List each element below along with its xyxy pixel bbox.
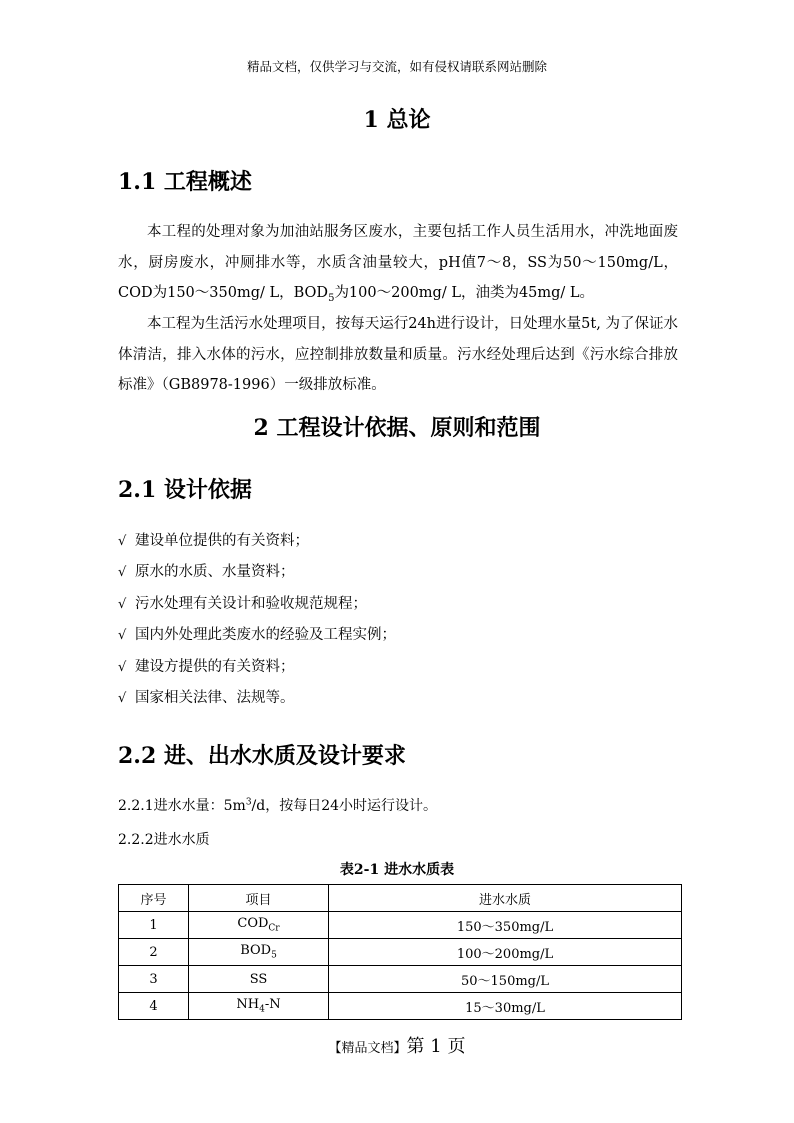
- cubic-superscript: 3: [245, 797, 252, 808]
- list-item: [118, 683, 396, 714]
- table-row: [119, 966, 682, 993]
- list-item: [118, 526, 396, 557]
- header-cell-quality: 进水水质: [329, 885, 682, 912]
- chapter-2-title: 2 工程设计依据、原则和范围: [253, 415, 541, 441]
- bod-subscript: 5: [328, 292, 335, 304]
- cell-item-subscript: Cr: [268, 923, 280, 934]
- inflow-volume-line: [118, 795, 437, 815]
- cell-item: [189, 912, 329, 939]
- cell-item-tail: -N: [264, 997, 281, 1013]
- inflow-volume-tail: /d，按每日24小时运行设计。: [251, 798, 438, 814]
- section-2-2-title: 2.2 进、出水水质及设计要求: [118, 743, 406, 769]
- inflow-volume-text: 2.2.1进水水量：5m: [118, 798, 246, 814]
- list-item-text: 国内外处理此类废水的经验及工程实例；: [135, 627, 396, 644]
- cell-item: [189, 966, 329, 993]
- page-number: 第 1 页: [406, 1036, 466, 1057]
- list-item-text: 原水的水质、水量资料；: [135, 564, 295, 581]
- list-item: [118, 557, 396, 588]
- cell-item-subscript: 5: [271, 950, 277, 961]
- cell-value: 100～200mg/L: [329, 939, 682, 966]
- header-cell-no: 序号: [119, 885, 189, 912]
- list-item: [118, 652, 396, 683]
- section-2-1-title: 2.1 设计依据: [118, 477, 252, 503]
- header-cell-item: 项目: [189, 885, 329, 912]
- cell-item: [189, 939, 329, 966]
- check-icon: √: [118, 534, 127, 549]
- check-icon: √: [118, 659, 127, 675]
- design-basis-list: [118, 526, 396, 714]
- page-footer: [0, 1032, 794, 1058]
- section-1-1-title: 1.1 工程概述: [118, 169, 252, 195]
- check-icon: √: [118, 565, 127, 581]
- overview-paragraph-1-tail: 为100～200mg/ L，油类为45mg/ L。: [334, 285, 595, 301]
- inflow-quality-heading: 2.2.2进水水质: [118, 832, 210, 848]
- cell-item-subscript: 4: [259, 1004, 265, 1015]
- cell-item: [189, 993, 329, 1020]
- overview-paragraph-1: [118, 217, 678, 314]
- cell-item-text: NH: [236, 997, 260, 1013]
- cell-item-text: COD: [237, 916, 269, 932]
- list-item: [118, 620, 396, 651]
- table-row: [119, 993, 682, 1020]
- table-caption: 表2-1 进水水质表: [339, 862, 455, 878]
- header-note: 精品文档，仅供学习与交流，如有侵权请联系网站删除: [246, 59, 547, 74]
- list-item: [118, 589, 396, 620]
- cell-value: 50～150mg/L: [329, 966, 682, 993]
- inflow-quality-table: [118, 884, 682, 1020]
- table-row: [119, 912, 682, 939]
- chapter-1-title: 1 总论: [363, 107, 431, 133]
- list-item-text: 污水处理有关设计和验收规范规程；: [135, 595, 367, 612]
- list-item-text: 建设单位提供的有关资料；: [135, 533, 309, 549]
- footer-mark: 【精品文档】: [328, 1041, 407, 1056]
- cell-no: 4: [119, 993, 189, 1020]
- check-icon: √: [118, 596, 127, 612]
- table-row: [119, 939, 682, 966]
- cell-no: 2: [119, 939, 189, 966]
- cell-value: 150～350mg/L: [329, 912, 682, 939]
- overview-paragraph-1-text: 本工程的处理对象为加油站服务区废水，主要包括工作人员生活用水，冲洗地面废水，厨房废水，冲厕排水等，水质含油量较大，pH值7～8，SS为50～150mg/L，COD为150～350mg/ L，BOD: [118, 224, 678, 301]
- cell-value: 15～30mg/L: [329, 993, 682, 1020]
- cell-item-text: SS: [249, 971, 268, 987]
- check-icon: √: [118, 690, 127, 706]
- cell-no: 3: [119, 966, 189, 993]
- check-icon: √: [118, 628, 127, 644]
- overview-paragraph-2: 本工程为生活污水处理项目，按每天运行24h进行设计，日处理水量5t, 为了保证水体清洁，排入水体的污水，应控制排放数量和质量。污水经处理后达到《污水综合排放标准》（GB8978-1996）一级排放标准。: [118, 316, 678, 393]
- table-header-row: [119, 885, 682, 912]
- cell-no: 1: [119, 912, 189, 939]
- list-item-text: 建设方提供的有关资料；: [135, 658, 295, 675]
- cell-item-text: BOD: [240, 943, 272, 959]
- list-item-text: 国家相关法律、法规等。: [135, 689, 295, 706]
